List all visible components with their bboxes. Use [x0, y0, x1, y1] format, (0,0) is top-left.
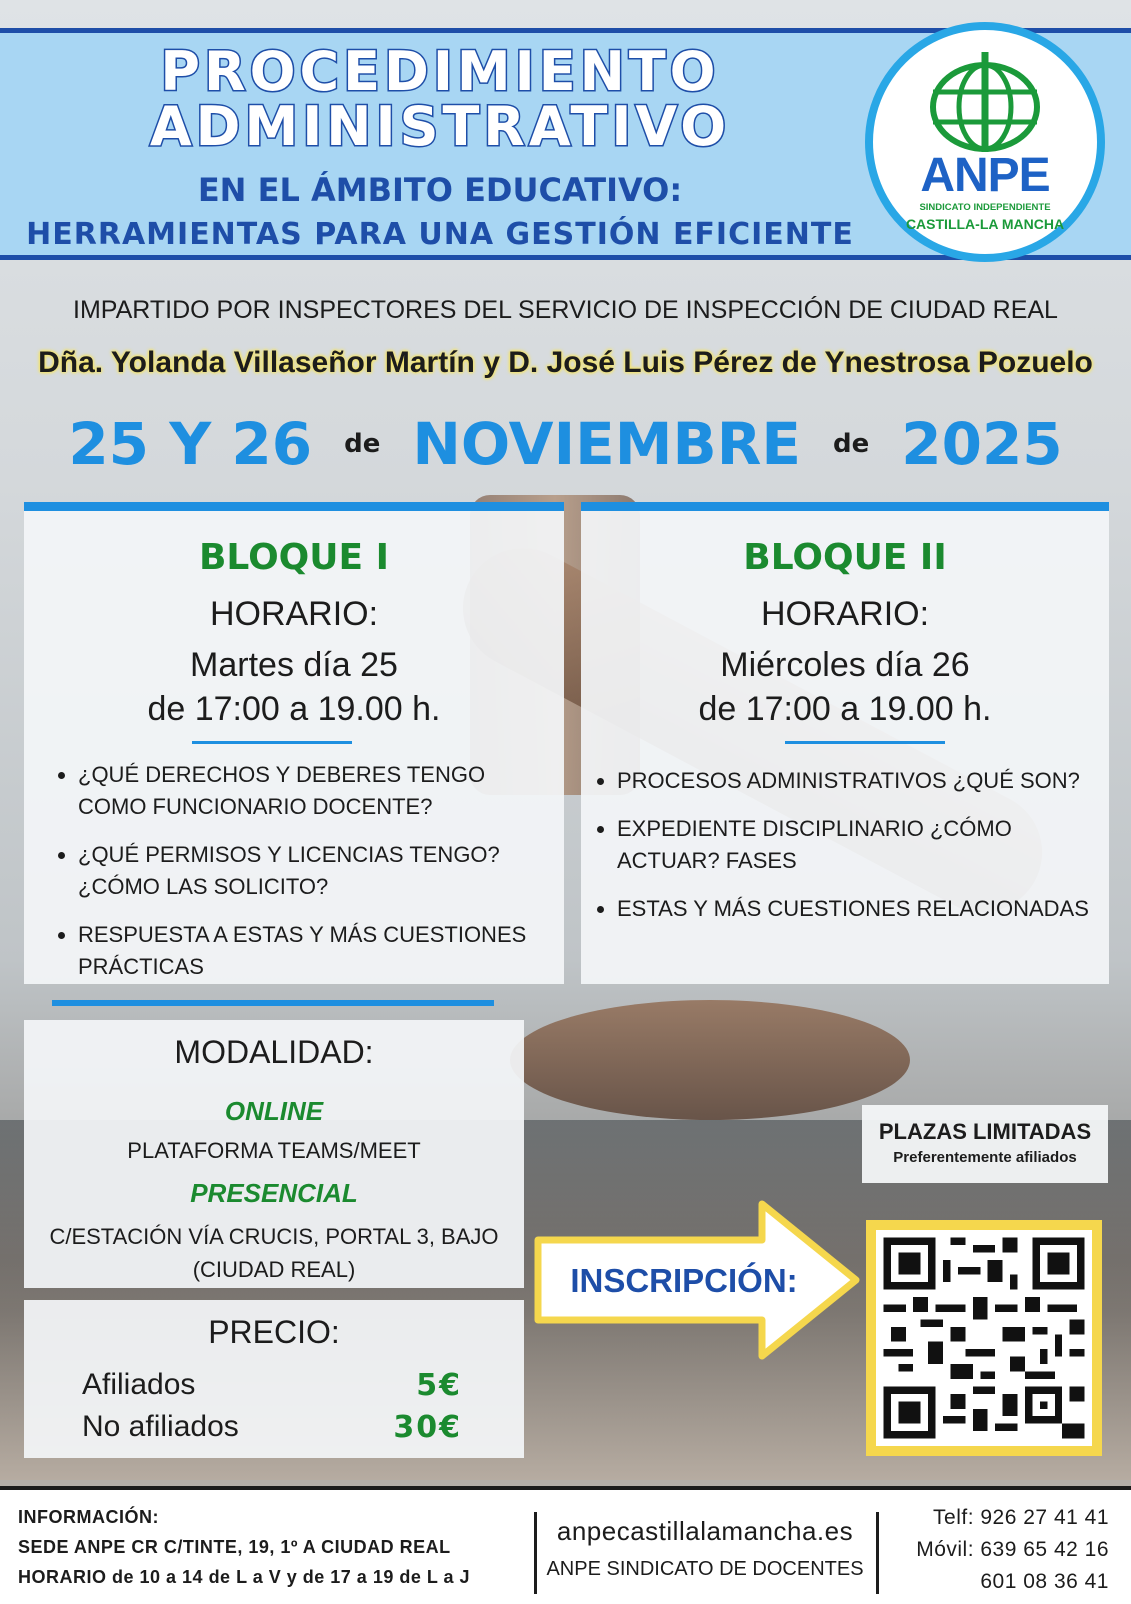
info-label: INFORMACIÓN: [18, 1507, 159, 1527]
inscripcion-label: INSCRIPCIÓN: [570, 1262, 798, 1299]
phone-movil: Móvil: 639 65 42 16 [916, 1538, 1109, 1561]
block-schedule [24, 643, 564, 731]
divider [192, 741, 352, 744]
list-item: • EXPEDIENTE DISCIPLINARIO ¿CÓMO ACTUAR? FASES [617, 813, 1097, 877]
info-hours: HORARIO de 10 a 14 de L a V y de 17 a 19 de L a J [18, 1567, 471, 1587]
price-label: No afiliados [82, 1410, 239, 1443]
website-link[interactable]: anpecastillalamancha.es [556, 1516, 854, 1546]
list-item: • RESPUESTA A ESTAS Y MÁS CUESTIONES PRÁCTICAS [78, 919, 558, 983]
price-label: Afiliados [82, 1368, 196, 1401]
logo-line1: SINDICATO INDEPENDIENTE [919, 202, 1051, 213]
subtitle-1: EN EL ÁMBITO EDUCATIVO: [197, 171, 683, 209]
block-time: de 17:00 a 19.00 h. [147, 690, 441, 728]
modalidad-presencial: PRESENCIAL [190, 1178, 358, 1208]
list-item: • ¿QUÉ PERMISOS Y LICENCIAS TENGO? ¿CÓMO LAS SOLICITO? [78, 839, 558, 903]
plazas-badge [862, 1105, 1108, 1183]
gavel-block-image [510, 1000, 910, 1120]
block-day: Martes día 25 [190, 646, 398, 684]
block-day: Miércoles día 26 [720, 646, 970, 684]
topic-list [56, 759, 558, 999]
modalidad-online-detail: PLATAFORMA TEAMS/MEET [127, 1138, 421, 1163]
logo-name: ANPE [920, 149, 1050, 202]
price-row-no-afiliados [82, 1410, 462, 1444]
qr-code-icon [876, 1230, 1092, 1446]
anpe-logo [865, 22, 1105, 262]
block-2 [581, 502, 1109, 984]
list-item: • PROCESOS ADMINISTRATIVOS ¿QUÉ SON? [617, 765, 1097, 797]
address-city: (CIUDAD REAL) [192, 1257, 356, 1282]
precio-panel [24, 1300, 524, 1458]
date-days: 25 Y 26 [68, 410, 313, 478]
block-title: BLOQUE II [743, 537, 947, 578]
modalidad-online: ONLINE [224, 1096, 324, 1126]
topic-list [595, 765, 1097, 941]
block-1 [24, 502, 564, 984]
modalidad-title: MODALIDAD: [174, 1034, 374, 1070]
modalidad-presencial-detail [24, 1220, 524, 1286]
list-item: • ESTAS Y MÁS CUESTIONES RELACIONADAS [617, 893, 1097, 925]
date-de-1: de [344, 429, 381, 459]
block-schedule [581, 643, 1109, 731]
subtitle-2: HERRAMIENTAS PARA UNA GESTIÓN EFICIENTE [26, 217, 854, 252]
date-month: NOVIEMBRE [412, 410, 801, 478]
date-de-2: de [832, 429, 870, 459]
precio-title: PRECIO: [208, 1314, 340, 1350]
title-line2: ADMINISTRATIVO [149, 95, 731, 158]
title-line1: PROCEDIMIENTO [160, 40, 720, 103]
footer [0, 1486, 1131, 1604]
address-line: C/ESTACIÓN VÍA CRUCIS, PORTAL 3, BAJO [49, 1224, 499, 1249]
info-address: SEDE ANPE CR C/TINTE, 19, 1º A CIUDAD REAL [18, 1537, 451, 1557]
date-year: 2025 [901, 410, 1063, 478]
price-row-afiliados [82, 1368, 462, 1402]
footer-info [18, 1502, 470, 1592]
plazas-note: Preferentemente afiliados [893, 1149, 1077, 1166]
plazas-title: PLAZAS LIMITADAS [878, 1119, 1092, 1144]
list-item: • ¿QUÉ DERECHOS Y DEBERES TENGO COMO FUNCIONARIO DOCENTE? [78, 759, 558, 823]
block-time: de 17:00 a 19.00 h. [698, 690, 992, 728]
phone-movil-2: 601 08 36 41 [980, 1570, 1109, 1593]
event-date [0, 410, 1131, 478]
modalidad-panel [24, 1020, 524, 1288]
block-horario: HORARIO: [209, 595, 379, 633]
footer-divider [876, 1512, 879, 1594]
organization-name: ANPE SINDICATO DE DOCENTES [546, 1558, 864, 1580]
price-value: 30€ [393, 1410, 462, 1445]
divider [785, 741, 945, 744]
logo-line2: CASTILLA-LA MANCHA [905, 216, 1065, 232]
footer-phones [916, 1502, 1109, 1598]
speakers-names: Dña. Yolanda Villaseñor Martín y D. José Luis Pérez de Ynestrosa Pozuelo [38, 346, 1093, 379]
block-title: BLOQUE I [198, 537, 390, 578]
globe-cross-icon [925, 52, 1045, 152]
speakers-intro: IMPARTIDO POR INSPECTORES DEL SERVICIO DE INSPECCIÓN DE CIUDAD REAL [73, 296, 1058, 324]
phone-telf: Telf: 926 27 41 41 [933, 1506, 1109, 1529]
block-horario: HORARIO: [760, 595, 930, 633]
footer-divider [534, 1512, 537, 1594]
price-value: 5€ [416, 1368, 462, 1403]
divider [52, 1000, 494, 1006]
registration-qr-code[interactable] [866, 1220, 1102, 1456]
